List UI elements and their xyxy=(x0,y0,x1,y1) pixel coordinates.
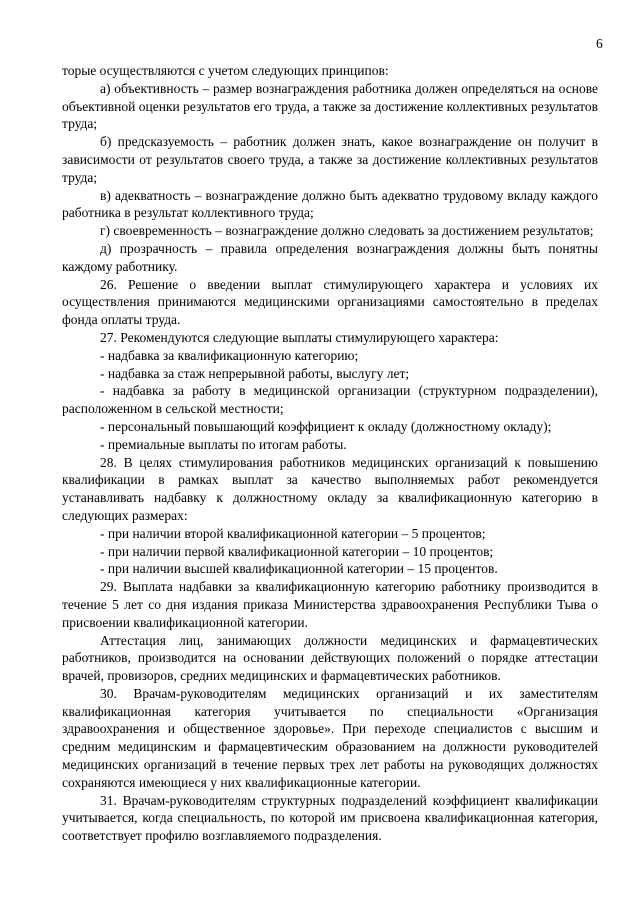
principle-adequacy: в) адекватность – вознаграждение должно быть адекватно трудовому вкладу каждого работника в результат коллективного труда; xyxy=(62,187,598,221)
list-item: - персональный повышающий коэффициент к окладу (должностному окладу); xyxy=(100,418,552,434)
principle-transparency: д) прозрачность – правила определения вознаграждения должны быть понятны каждому работнику. xyxy=(62,240,598,274)
page-number: 6 xyxy=(596,36,603,51)
list-item: - надбавка за стаж непрерывной работы, выслугу лет; xyxy=(100,365,410,381)
list-item: - премиальные выплаты по итогам работы. xyxy=(100,436,347,452)
clause-30: 30. Врачам-руководителям медицинских организаций и их заместителям квалификационная категория учитывается по специальности «Организация здравоохранения и общественное здоровье». При переходе специалистов с высшим и средним медицинским и фармацевтическим образованием на должности руководителей медицинских организаций в течение первых трех лет работы на руководящих должностях сохраняются имеющиеся у них квалификационные категории. xyxy=(62,685,598,790)
clause-27: 27. Рекомендуются следующие выплаты стимулирующего характера: xyxy=(100,329,499,345)
paragraph-continuation: торые осуществляются с учетом следующих принципов: xyxy=(62,63,389,78)
principle-objectivity: а) объективность – размер вознаграждения работника должен определяться на основе объективной оценки результатов его труда, а также за достижение коллективных результатов труда; xyxy=(62,80,598,132)
list-item: - при наличии первой квалификационной категории – 10 процентов; xyxy=(100,543,494,559)
principle-timeliness: г) своевременность – вознаграждение должно следовать за достижением результатов; xyxy=(100,223,594,239)
clause-28: 28. В целях стимулирования работников медицинских организаций к повышению квалификации в рамках выплат за качество выполняемых работ рекомендуется устанавливать надбавку к должностному окладу за квалификационную категорию в следующих размерах: xyxy=(62,454,598,523)
list-item: - надбавка за квалификационную категорию; xyxy=(100,347,359,363)
clause-31: 31. Врачам-руководителям структурных подразделений коэффициент квалификации учитывается, когда специальность, по которой им присвоена квалификационная категория, соответствует профилю возглавляемого подразделения. xyxy=(62,792,598,844)
clause-26: 26. Решение о введении выплат стимулирующего характера и условиях их осуществления принимаются медицинскими организациями самостоятельно в пределах фонда оплаты труда. xyxy=(62,276,598,328)
list-item: - надбавка за работу в медицинской организации (структурном подразделении), расположенном в сельской местности; xyxy=(62,383,598,417)
list-item: - при наличии второй квалификационной категории – 5 процентов; xyxy=(100,525,486,541)
clause-29: 29. Выплата надбавки за квалификационную категорию работнику производится в течение 5 лет со дня издания приказа Министерства здравоохранения Республики Тыва о присвоении квалификационной категории. xyxy=(62,579,598,630)
attestation-paragraph: Аттестация лиц, занимающих должности медицинских и фармацевтических работников, производится на основании действующих положений о порядке аттестации врачей, провизоров, средних медицинских и фармацевтических работников. xyxy=(62,632,598,684)
document-body xyxy=(62,62,598,845)
list-item: - при наличии высшей квалификационной категории – 15 процентов. xyxy=(100,561,498,577)
principle-predictability: б) предсказуемость – работник должен знать, какое вознаграждение он получит в зависимости от результатов своего труда, а также за достижение коллективных результатов труда; xyxy=(62,134,598,185)
